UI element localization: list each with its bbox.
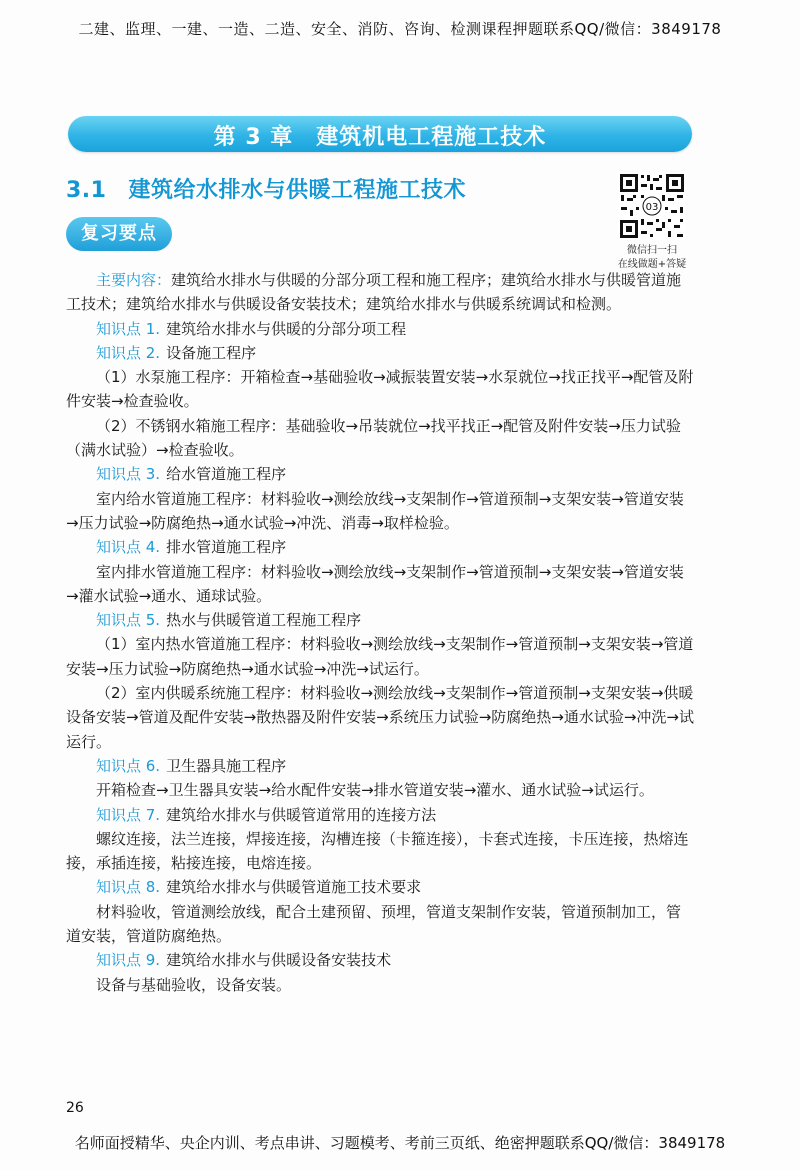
- main-content-paragraph: [66, 268, 694, 317]
- section-number: 3.1: [66, 178, 107, 203]
- footer-banner: 名师面授精华、央企内训、考点串讲、习题模考、考前三页纸、绝密押题联系QQ/微信：3849178: [74, 1134, 726, 1152]
- kp-label: 知识点 6.: [96, 756, 161, 775]
- kp7-connections: 螺纹连接，法兰连接，焊接连接，沟槽连接（卡箍连接），卡套式连接，卡压连接，热熔连接，承插连接，粘接连接，电熔连接。: [66, 829, 689, 873]
- knowledge-point-8: [66, 875, 694, 899]
- kp-title: 热水与供暖管道工程施工程序: [166, 611, 362, 630]
- kp-title: 建筑给水排水与供暖管道施工技术要求: [166, 878, 422, 897]
- section-title-text: 建筑给水排水与供暖工程施工技术: [128, 178, 466, 203]
- kp-label: 知识点 3.: [96, 465, 161, 484]
- qr-code-graphic: [618, 172, 686, 240]
- kp-label: 知识点 5.: [96, 611, 161, 630]
- review-points-tag: 复习要点: [66, 217, 172, 251]
- qr-badge: 03: [645, 202, 659, 213]
- review-content: [66, 268, 694, 997]
- kp-title: 设备施工程序: [166, 343, 257, 362]
- knowledge-point-2: [66, 341, 694, 365]
- kp-label: 知识点 4.: [96, 538, 161, 557]
- kp-title: 建筑给水排水与供暖设备安装技术: [166, 951, 392, 970]
- kp2-pump-procedure: （1）水泵施工程序：开箱检查→基础验收→减振装置安装→水泵就位→找正找平→配管及附件安装→检查验收。: [66, 368, 694, 411]
- kp8-requirements: 材料验收，管道测绘放线，配合土建预留、预埋，管道支架制作安装，管道预制加工，管道安装，管道防腐绝热。: [66, 902, 682, 946]
- main-content-label: 主要内容：: [96, 271, 172, 289]
- kp5-heating-procedure: （2）室内供暖系统施工程序：材料验收→测绘放线→支架制作→管道预制→支架安装→供暖设备安装→管道及配件安装→散热器及附件安装→系统压力试验→防腐绝热→通水试验→冲洗→试运行。: [66, 684, 694, 751]
- kp3-procedure: 室内给水管道施工程序：材料验收→测绘放线→支架制作→管道预制→支架安装→管道安装→压力试验→防腐绝热→通水试验→冲洗、消毒→取样检验。: [66, 489, 684, 532]
- kp5-hot-water-procedure: （1）室内热水管道施工程序：材料验收→测绘放线→支架制作→管道预制→支架安装→管道安装→压力试验→防腐绝热→通水试验→冲洗→试运行。: [66, 635, 694, 678]
- chapter-title: 第 3 章 建筑机电工程施工技术: [213, 125, 547, 150]
- knowledge-point-3: [66, 462, 694, 486]
- kp-label: 知识点 7.: [96, 805, 161, 824]
- knowledge-point-9: [66, 948, 694, 972]
- qr-caption-line2: 在线做题+答疑: [617, 259, 687, 270]
- kp-title: 建筑给水排水与供暖管道常用的连接方法: [166, 805, 437, 824]
- qr-code-icon[interactable]: [618, 172, 686, 240]
- kp-title: 卫生器具施工程序: [166, 756, 287, 775]
- header-banner: 二建、监理、一建、一造、二造、安全、消防、咨询、检测课程押题联系QQ/微信：3849178: [78, 20, 722, 38]
- chapter-title-band: [68, 116, 692, 152]
- main-content-text: 建筑给水排水与供暖的分部分项工程和施工程序；建筑给水排水与供暖管道施工技术；建筑给水排水与供暖设备安装技术；建筑给水排水与供暖系统调试和检测。: [66, 271, 682, 314]
- knowledge-point-6: [66, 754, 694, 778]
- knowledge-point-1: [66, 317, 694, 341]
- kp4-procedure: 室内排水管道施工程序：材料验收→测绘放线→支架制作→管道预制→支架安装→管道安装→灌水试验→通水、通球试验。: [66, 562, 684, 605]
- kp-label: 知识点 2.: [96, 343, 161, 362]
- section-title: [66, 173, 466, 204]
- kp-label: 知识点 8.: [96, 878, 161, 897]
- knowledge-point-5: [66, 608, 694, 632]
- kp-label: 知识点 9.: [96, 951, 161, 970]
- page-number: 26: [66, 1100, 84, 1116]
- kp2-tank-procedure: （2）不锈钢水箱施工程序：基础验收→吊装就位→找平找正→配管及附件安装→压力试验（满水试验）→检查验收。: [66, 416, 681, 460]
- knowledge-point-7: [66, 803, 694, 827]
- kp-title: 建筑给水排水与供暖的分部分项工程: [166, 319, 407, 338]
- kp6-procedure: 开箱检查→卫生器具安装→给水配件安装→排水管道安装→灌水、通水试验→试运行。: [96, 781, 654, 800]
- kp9-installation: 设备与基础验收，设备安装。: [96, 975, 292, 994]
- qr-caption-line1: 微信扫一扫: [627, 245, 677, 256]
- kp-title: 给水管道施工程序: [166, 465, 287, 484]
- knowledge-point-4: [66, 535, 694, 559]
- kp-label: 知识点 1.: [96, 319, 161, 338]
- kp-title: 排水管道施工程序: [166, 538, 287, 557]
